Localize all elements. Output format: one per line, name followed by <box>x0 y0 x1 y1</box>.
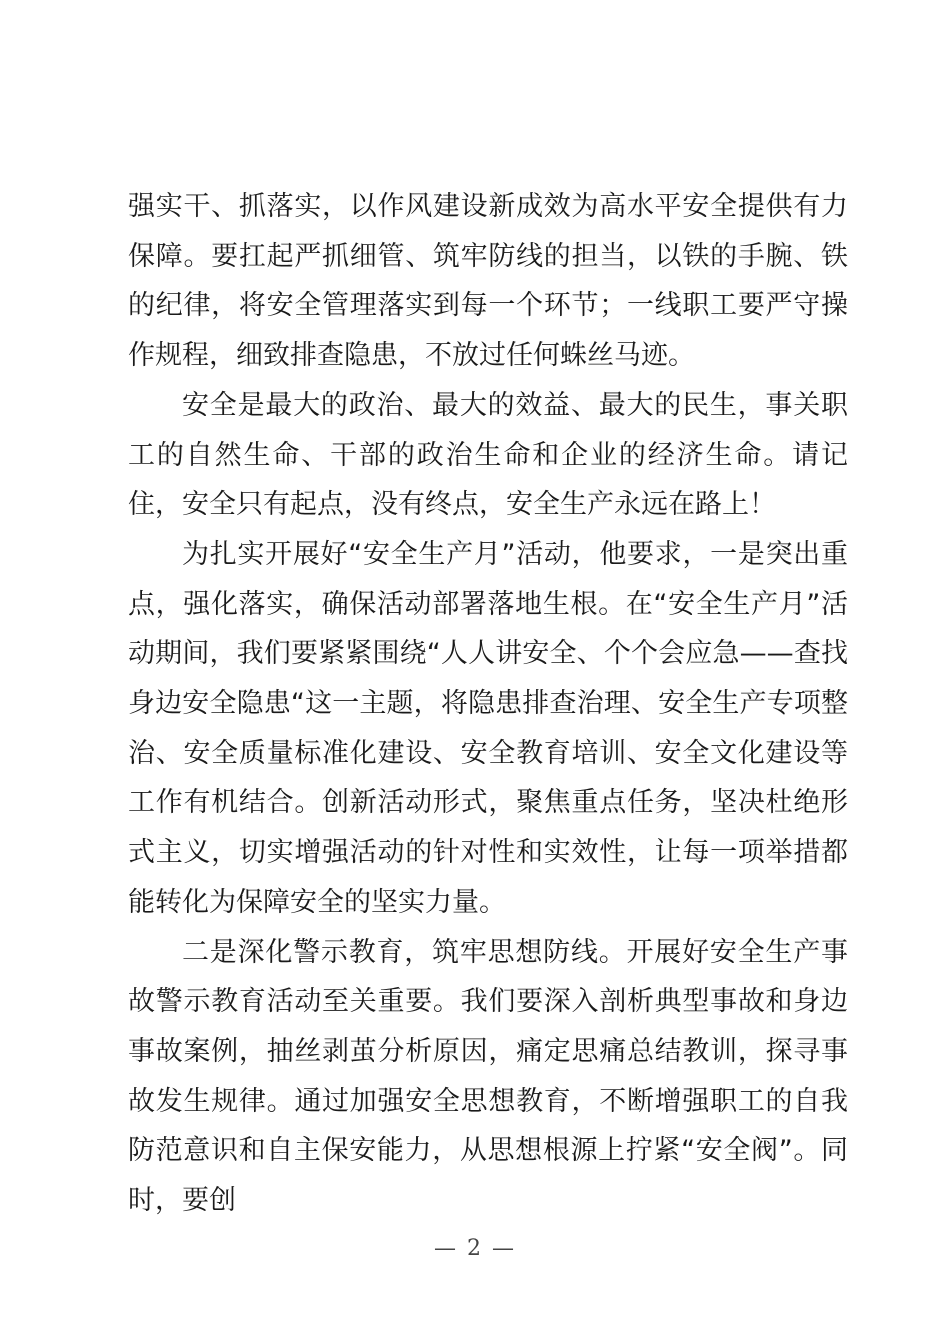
page-number: — 2 — <box>434 1236 516 1261</box>
paragraph-4: 二是深化警示教育，筑牢思想防线。开展好安全生产事故警示教育活动至关重要。我们要深入剖析典型事故和身边事故案例，抽丝剥茧分析原因，痛定思痛总结教训，探寻事故发生规律。通过加强安全思想教育，不断增强职工的自我防范意识和自主保安能力，从思想根源上拧紧“安全阀”。同时，要创 <box>128 936 848 1217</box>
document-body <box>128 182 848 1226</box>
paragraph-2: 安全是最大的政治、最大的效益、最大的民生，事关职工的自然生命、干部的政治生命和企业的经济生命。请记住，安全只有起点，没有终点，安全生产永远在路上！ <box>128 389 848 521</box>
paragraph-3: 为扎实开展好“安全生产月”活动，他要求，一是突出重点，强化落实，确保活动部署落地生根。在“安全生产月”活动期间，我们要紧紧围绕“人人讲安全、个个会应急——查找身边安全隐患“这一主题，将隐患排查治理、安全生产专项整治、安全质量标准化建设、安全教育培训、安全文化建设等工作有机结合。创新活动形式，聚焦重点任务，坚决杜绝形式主义，切实增强活动的针对性和实效性，让每一项举措都能转化为保障安全的坚实力量。 <box>128 538 848 918</box>
paragraph-1: 强实干、抓落实，以作风建设新成效为高水平安全提供有力保障。要扛起严抓细管、筑牢防线的担当，以铁的手腕、铁的纪律，将安全管理落实到每一个环节；一线职工要严守操作规程，细致排查隐患，不放过任何蛛丝马迹。 <box>128 191 848 372</box>
